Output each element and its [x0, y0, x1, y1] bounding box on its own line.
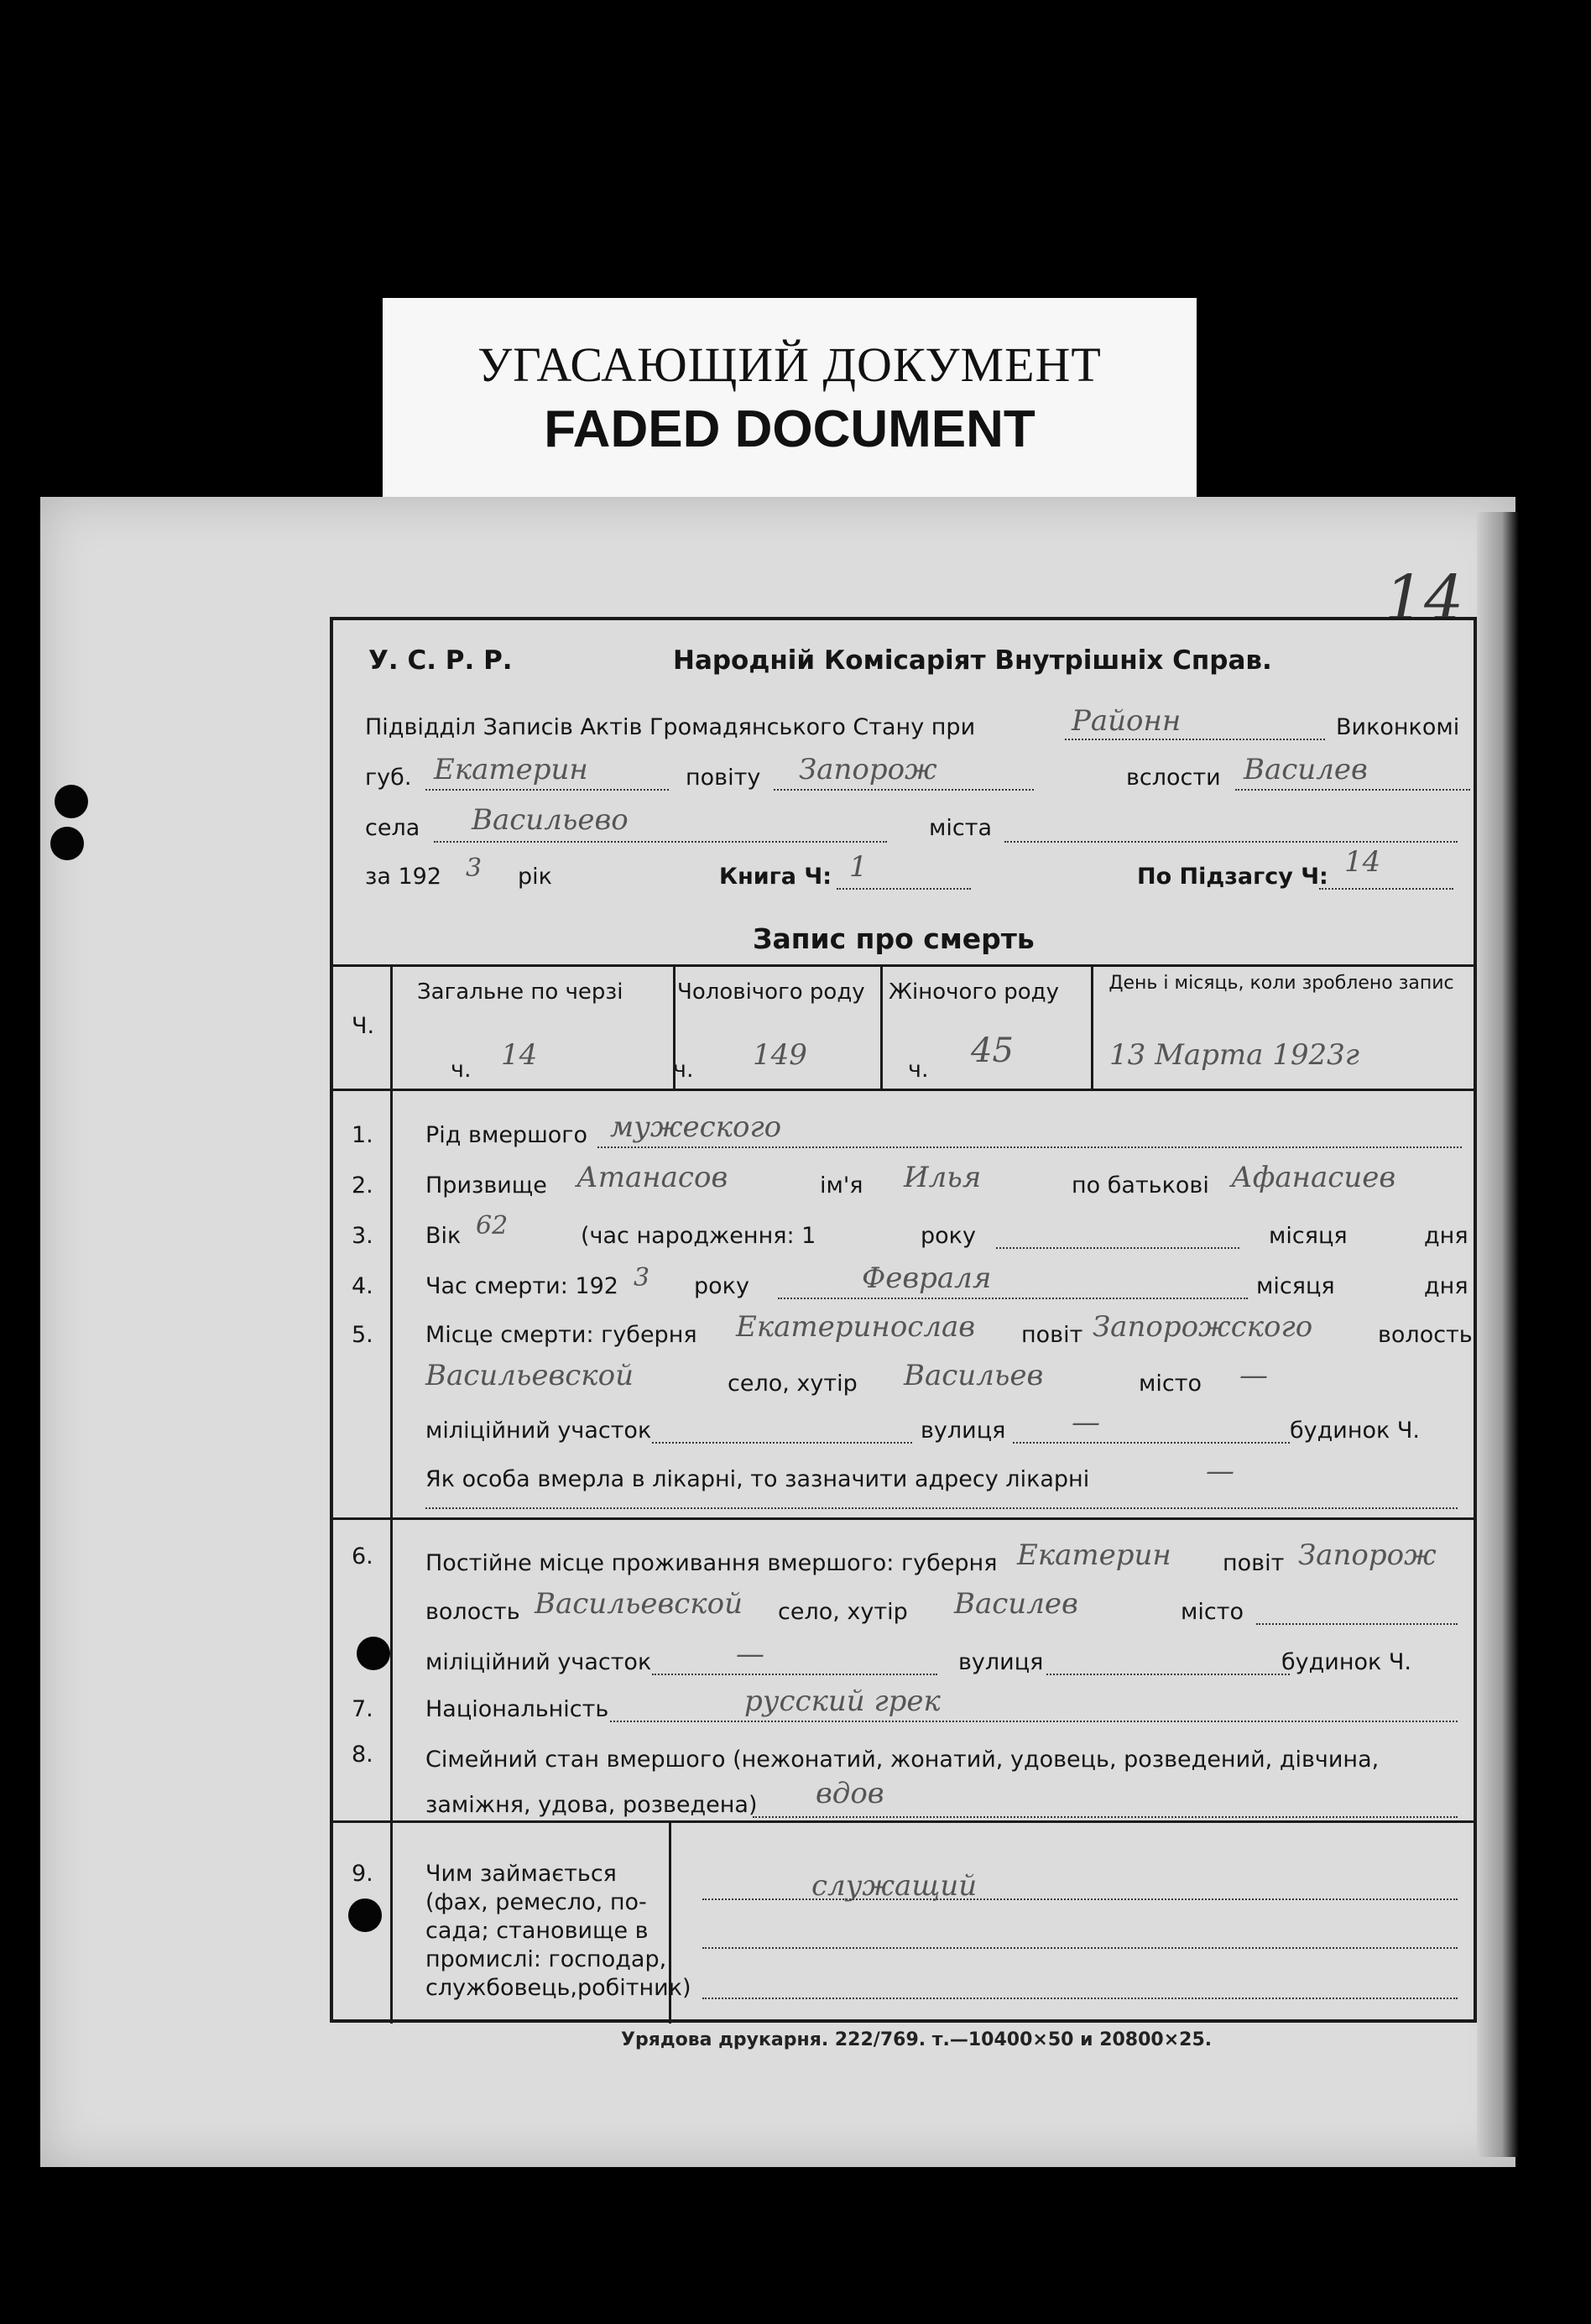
col2-prefix: ч.	[673, 1057, 694, 1083]
occupation-label-2: (фах, ремесло, по-	[425, 1889, 647, 1915]
death-misto-value: —	[1239, 1359, 1268, 1392]
hospital-value: —	[1206, 1454, 1234, 1488]
death-misto-word: місто	[1139, 1371, 1202, 1397]
row-9-num: 9.	[352, 1861, 373, 1887]
birth-year-word: року	[921, 1223, 976, 1249]
field-line	[1004, 840, 1458, 843]
residence-label: Постійне місце проживання вмершого: губерня	[425, 1550, 998, 1576]
field-line	[1013, 1441, 1290, 1444]
table-rule	[880, 964, 883, 1089]
residence-house-word: будинок Ч.	[1281, 1649, 1411, 1675]
col1-prefix: ч.	[451, 1057, 472, 1083]
residence-militia-value: —	[736, 1637, 764, 1671]
surname-value: Атанасов	[576, 1161, 728, 1194]
field-line	[1256, 1622, 1458, 1625]
executive-label: Виконкомі	[1336, 714, 1460, 740]
field-line	[652, 1673, 937, 1675]
birth-month-word: місяця	[1269, 1223, 1348, 1249]
page-number: 14	[1385, 562, 1464, 635]
row-1-value: мужеского	[610, 1110, 782, 1144]
field-line	[434, 840, 887, 843]
occupation-label-4: промислі: господар,	[425, 1946, 667, 1972]
nationality-label: Національність	[425, 1696, 609, 1722]
row-5-num: 5.	[352, 1322, 373, 1348]
field-line	[425, 788, 669, 791]
col2-value: 149	[753, 1038, 807, 1072]
name-value: Илья	[904, 1161, 982, 1194]
field-line	[996, 1246, 1239, 1249]
banner-title-en: FADED DOCUMENT	[544, 400, 1035, 458]
field-line	[837, 887, 971, 890]
subdept-label: Підвідділ Записів Актів Громадянського Стану при	[365, 714, 976, 740]
row-1-num: 1.	[352, 1122, 373, 1148]
birth-day-word: дня	[1424, 1223, 1468, 1249]
marital-value: вдов	[816, 1777, 884, 1810]
residence-street-word: вулиця	[958, 1649, 1044, 1675]
povit-label: повіту	[686, 765, 761, 791]
table-rule	[333, 964, 1477, 967]
col4-value: 13 Марта 1923г	[1109, 1038, 1359, 1072]
field-line	[778, 1297, 1248, 1299]
state-label: У. С. Р. Р.	[368, 645, 513, 676]
col3-prefix: ч.	[908, 1057, 929, 1083]
gub-value: Екатерин	[434, 753, 588, 786]
book-value: 1	[849, 850, 868, 884]
row-4-num: 4.	[352, 1273, 373, 1299]
sheet-edge	[1477, 512, 1519, 2157]
year-label: за 192	[365, 864, 442, 890]
col2-header: Чоловічого роду	[677, 979, 865, 1005]
death-povit-value: Запорожского	[1093, 1310, 1313, 1344]
occupation-label-3: сада; становище в	[425, 1918, 649, 1944]
field-line	[425, 1507, 1458, 1509]
faded-document-banner	[383, 298, 1197, 498]
book-label: Книга Ч:	[719, 864, 832, 890]
death-povit-word: повіт	[1021, 1322, 1083, 1348]
subdept-value: Районн	[1072, 704, 1182, 738]
gub-label: губ.	[365, 765, 412, 791]
death-month-word: місяця	[1256, 1273, 1335, 1299]
field-line	[702, 1997, 1458, 1999]
year-value: 3	[466, 854, 483, 883]
row-3-num: 3.	[352, 1223, 373, 1249]
table-rule	[1091, 964, 1093, 1089]
section-rule	[333, 1517, 1477, 1520]
field-line	[1046, 1673, 1290, 1675]
residence-volost-word: волость	[425, 1599, 520, 1625]
field-line	[753, 1815, 1458, 1818]
age-label: Вік	[425, 1223, 462, 1249]
death-gub-value: Екатеринослав	[736, 1310, 976, 1344]
row-1-label: Рід вмершого	[425, 1122, 587, 1148]
row-8-num: 8.	[352, 1742, 373, 1768]
residence-povit-word: повіт	[1223, 1550, 1285, 1576]
row-6-num: 6.	[352, 1543, 373, 1569]
occupation-value: служащий	[811, 1869, 978, 1903]
death-militia-word: міліційний участок	[425, 1418, 652, 1444]
table-rule	[390, 964, 393, 1089]
selo-value: Васильево	[472, 803, 629, 837]
death-street-value: —	[1072, 1406, 1100, 1439]
col3-value: 45	[971, 1031, 1014, 1070]
nationality-value: русский грек	[744, 1684, 941, 1718]
punch-hole	[50, 827, 84, 860]
field-line	[597, 1146, 1462, 1148]
name-label: ім'я	[820, 1172, 863, 1199]
banner-title-ru: УГАСАЮЩИЙ ДОКУМЕНТ	[477, 337, 1102, 392]
ch-label: Ч.	[352, 1013, 375, 1039]
subrecord-value: 14	[1344, 845, 1381, 879]
field-line	[1065, 738, 1325, 740]
field-line	[652, 1441, 912, 1444]
occupation-label-1: Чим займається	[425, 1861, 617, 1887]
subrecord-label: По Підзагсу Ч:	[1137, 864, 1328, 890]
rik-label: рік	[518, 864, 552, 890]
row-7-num: 7.	[352, 1696, 373, 1722]
col3-header: Жіночого роду	[889, 979, 1060, 1005]
occupation-label-5: службовець,робітник)	[425, 1975, 691, 2001]
death-selo-value: Васильев	[904, 1359, 1044, 1392]
misto-label: міста	[929, 815, 992, 841]
selo-label: села	[365, 815, 420, 841]
death-year-word: року	[694, 1273, 749, 1299]
death-month-value: Февраля	[862, 1261, 992, 1295]
volost-label: вслости	[1126, 765, 1221, 791]
punch-hole	[55, 785, 88, 818]
residence-povit-value: Запорож	[1298, 1538, 1437, 1572]
age-value: 62	[476, 1211, 509, 1240]
col4-header: День і місяць, коли зроблено запис	[1108, 973, 1454, 994]
death-street-word: вулиця	[921, 1418, 1006, 1444]
residence-volost-value: Васильевской	[535, 1587, 743, 1621]
death-house-word: будинок Ч.	[1290, 1418, 1420, 1444]
death-day-word: дня	[1424, 1273, 1468, 1299]
povit-value: Запорож	[799, 753, 937, 786]
death-time-label: Час смерти: 192	[425, 1273, 618, 1299]
death-volost-word: волость	[1378, 1322, 1473, 1348]
row-2-num: 2.	[352, 1172, 373, 1199]
death-place-label: Місце смерти: губерня	[425, 1322, 697, 1348]
patronymic-value: Афанасиев	[1231, 1161, 1396, 1194]
col1-value: 14	[501, 1038, 538, 1072]
row-number-rule	[390, 1089, 393, 2024]
death-record-form	[330, 617, 1477, 2023]
marital-label-2: заміжня, удова, розведена)	[425, 1792, 758, 1818]
col1-header: Загальне по черзі	[417, 979, 623, 1005]
volost-value: Василев	[1244, 753, 1368, 786]
patronymic-label: по батькові	[1072, 1172, 1209, 1199]
death-volost-value: Васильевской	[425, 1359, 634, 1392]
section-rule	[333, 1820, 1477, 1823]
residence-selo-word: село, хутір	[778, 1599, 908, 1625]
commissariat-label: Народній Комісаріят Внутрішніх Справ.	[673, 645, 1272, 676]
field-line	[774, 788, 1034, 791]
residence-misto-word: місто	[1181, 1599, 1244, 1625]
death-selo-word: село, хутір	[728, 1371, 858, 1397]
hospital-label: Як особа вмерла в лікарні, то зазначити адресу лікарні	[425, 1466, 1090, 1492]
record-title: Запис про смерть	[753, 922, 1035, 955]
field-line	[1319, 887, 1453, 890]
field-line	[1235, 788, 1470, 791]
death-year-value: 3	[634, 1263, 650, 1293]
residence-gub-value: Екатерин	[1017, 1538, 1171, 1572]
surname-label: Призвище	[425, 1172, 547, 1199]
printer-footer: Урядова друкарня. 222/769. т.—10400×50 и 20800×25.	[621, 2029, 1213, 2050]
field-line	[610, 1720, 1458, 1722]
table-rule	[333, 1089, 1477, 1091]
marital-label: Сімейний стан вмершого (нежонатий, жонатий, удовець, розведений, дівчина,	[425, 1747, 1380, 1773]
field-line	[702, 1946, 1458, 1949]
residence-selo-value: Василев	[954, 1587, 1078, 1621]
residence-militia-word: міліційний участок	[425, 1649, 652, 1675]
birth-label: (час народження: 1	[581, 1223, 816, 1249]
